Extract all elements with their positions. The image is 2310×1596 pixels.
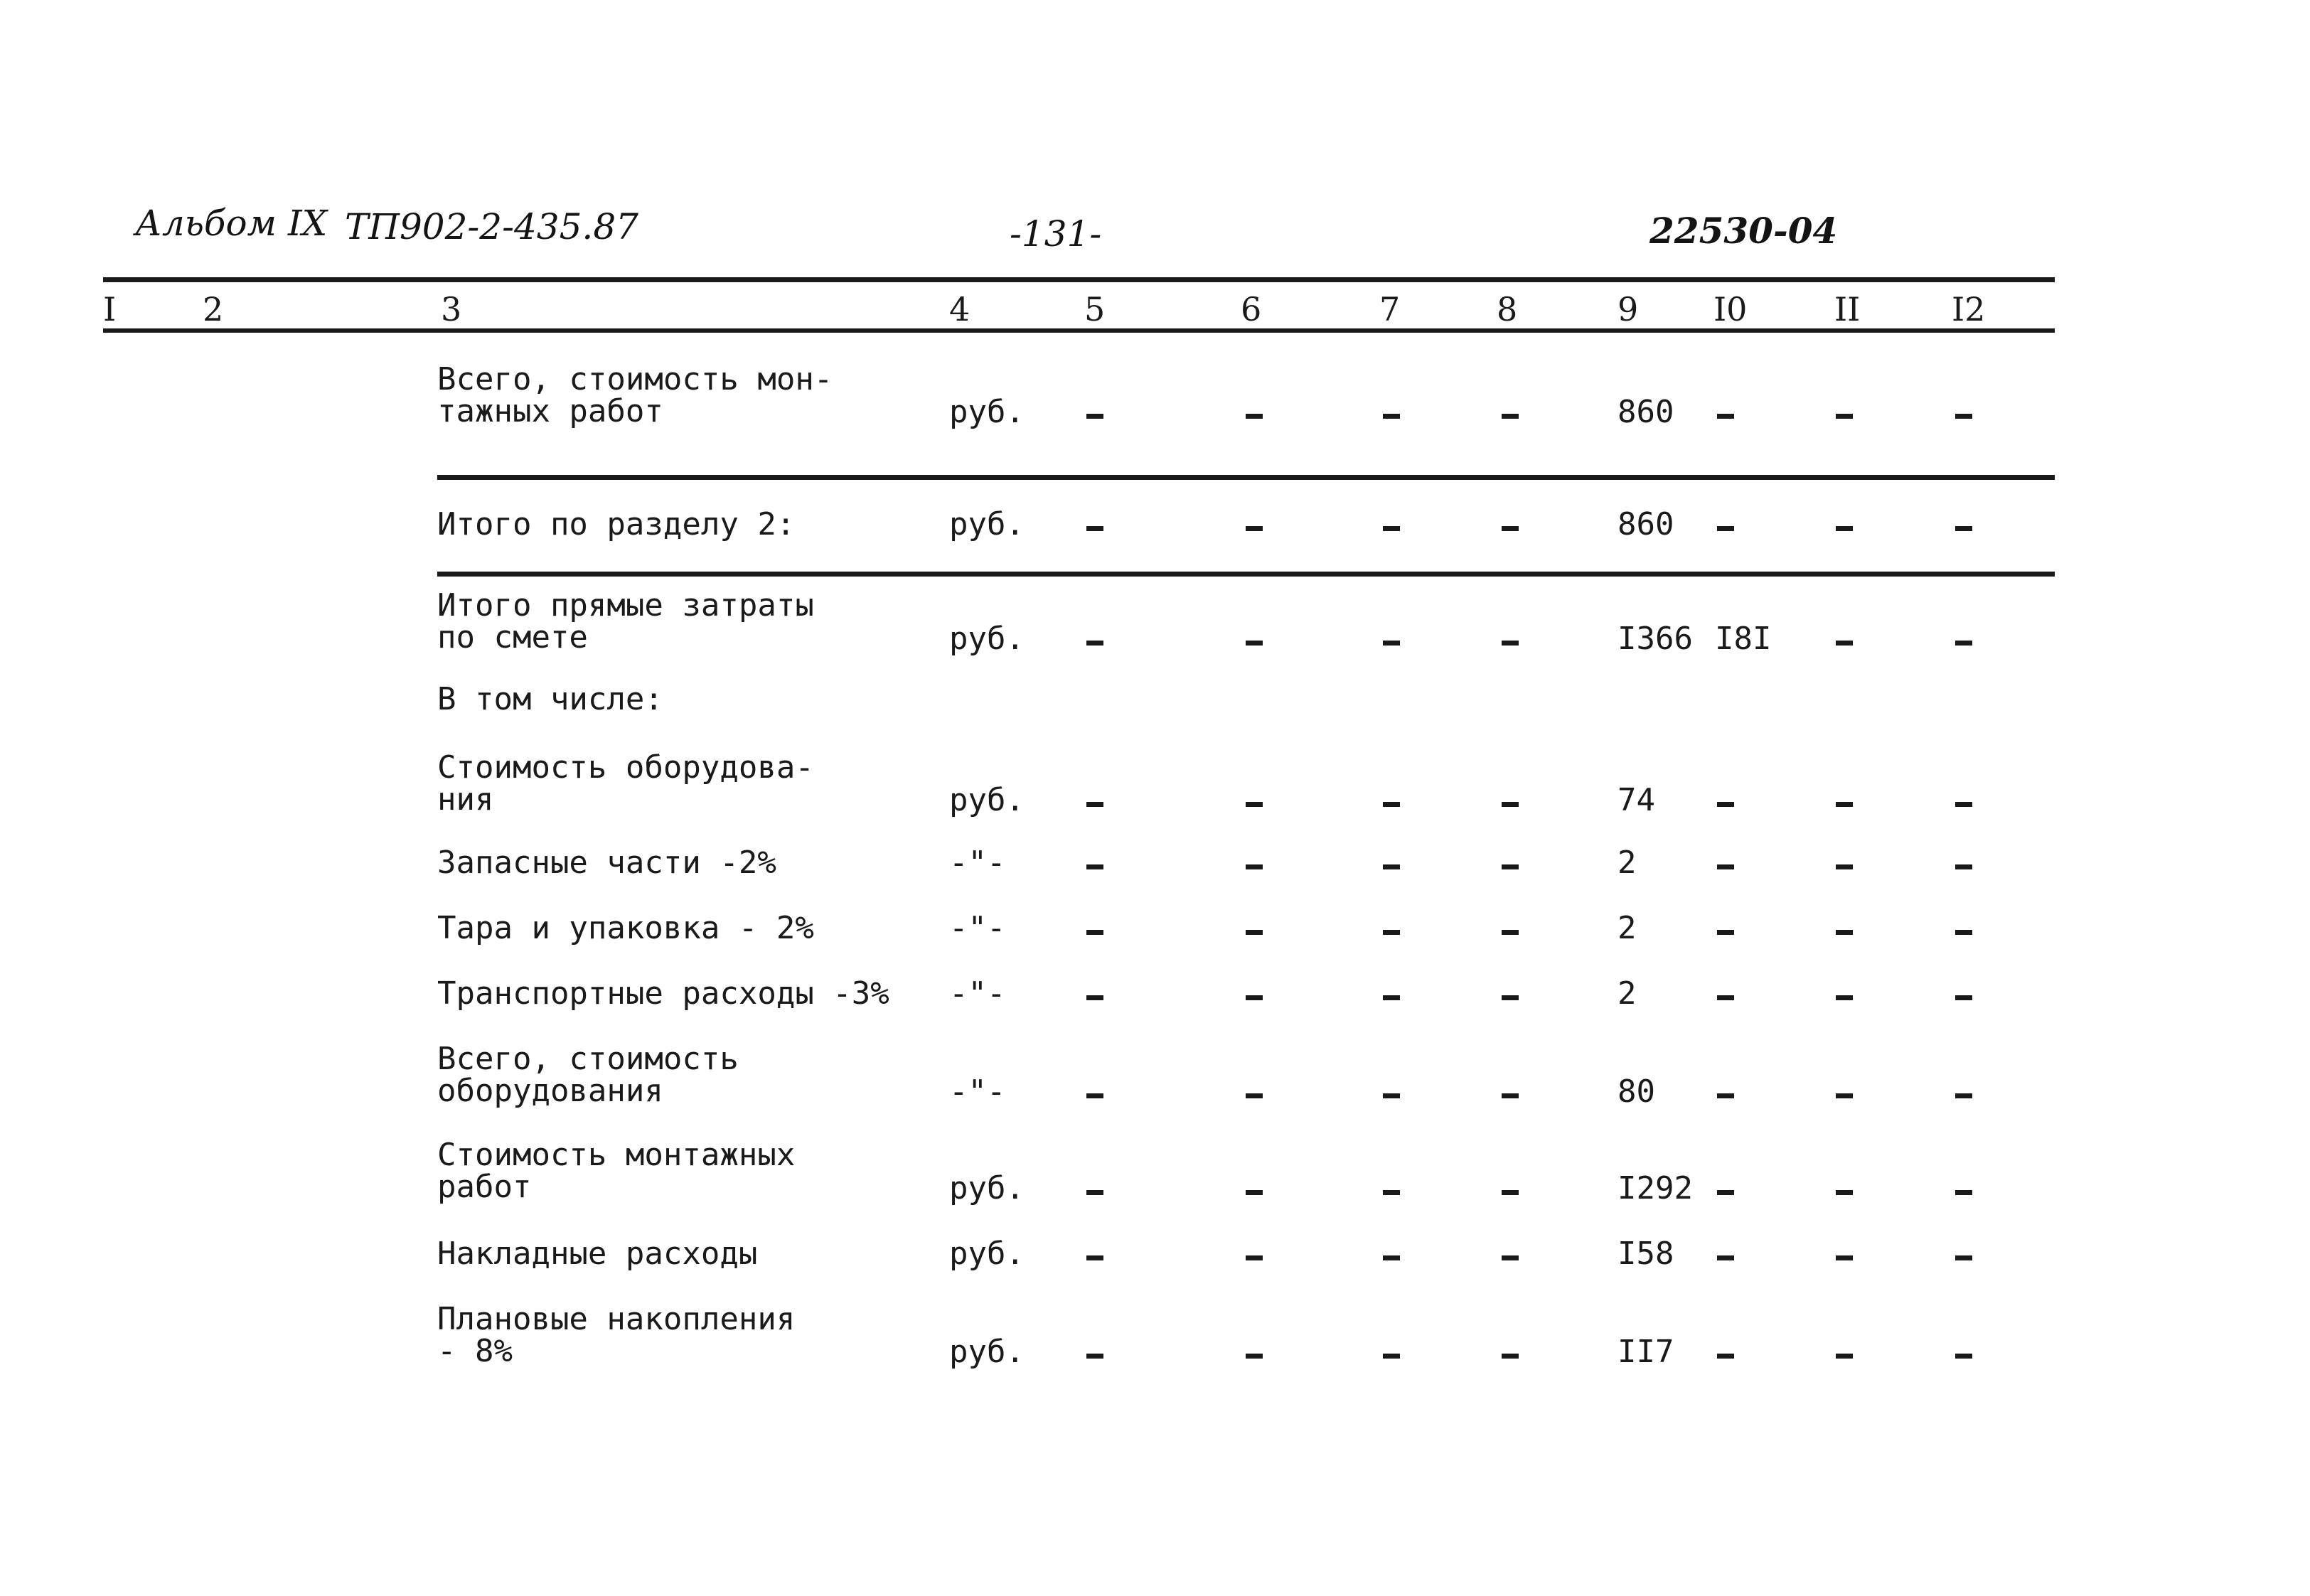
dash-col12 — [1955, 802, 1972, 807]
page-number: -131- — [1010, 213, 1102, 255]
dash-col12 — [1955, 930, 1972, 935]
row-value-col9: 860 — [1617, 506, 1674, 542]
dash-col6 — [1246, 414, 1263, 419]
dash-col8 — [1502, 930, 1519, 935]
column-header-8: 8 — [1497, 290, 1518, 328]
row-label: Плановые накопления — [437, 1301, 796, 1337]
document-code: 22530-04 — [1649, 210, 1838, 252]
dash-col12 — [1955, 414, 1972, 419]
column-header-1: I — [103, 290, 117, 328]
dash-col10 — [1717, 1354, 1734, 1359]
dash-col11 — [1836, 802, 1853, 807]
dash-col5 — [1086, 641, 1103, 646]
dash-col8 — [1502, 641, 1519, 646]
dash-col5 — [1086, 414, 1103, 419]
dash-col11 — [1836, 864, 1853, 869]
dash-col6 — [1246, 1255, 1263, 1260]
dash-col5 — [1086, 864, 1103, 869]
row-value-col9: 80 — [1617, 1073, 1655, 1110]
column-header-3: 3 — [441, 290, 462, 328]
row-unit: -"- — [949, 1073, 1006, 1110]
row-unit: руб. — [949, 394, 1025, 430]
dash-col6 — [1246, 1093, 1263, 1098]
row-value-col9: 2 — [1617, 910, 1637, 946]
dash-col11 — [1836, 1255, 1853, 1260]
dash-col6 — [1246, 930, 1263, 935]
row-value-col9: II7 — [1617, 1334, 1674, 1370]
row-value-col9: I292 — [1617, 1170, 1693, 1206]
row-label: Всего, стоимость мон- — [437, 361, 833, 397]
dash-col11 — [1836, 1190, 1853, 1195]
row-value-col9: 74 — [1617, 782, 1655, 818]
dash-col7 — [1383, 1354, 1400, 1359]
row-label: Транспортные расходы -3% — [437, 975, 889, 1012]
row-value-col9: I58 — [1617, 1236, 1674, 1272]
dash-col6 — [1246, 995, 1263, 1000]
dash-col10 — [1717, 414, 1734, 419]
dash-col11 — [1836, 526, 1853, 531]
dash-col11 — [1836, 1354, 1853, 1359]
dash-col6 — [1246, 802, 1263, 807]
album-label: Альбом IX — [135, 203, 328, 244]
dash-col10 — [1717, 1190, 1734, 1195]
row-label: Стоимость монтажных — [437, 1137, 796, 1173]
column-header-9: 9 — [1617, 290, 1639, 328]
row-label: работ — [437, 1169, 532, 1205]
row-unit: руб. — [949, 1236, 1025, 1272]
section-divider-1 — [437, 475, 2055, 480]
dash-col12 — [1955, 1190, 1972, 1195]
dash-col11 — [1836, 1093, 1853, 1098]
dash-col8 — [1502, 414, 1519, 419]
row-unit: руб. — [949, 1170, 1025, 1206]
row-label: по смете — [437, 619, 588, 655]
dash-col7 — [1383, 526, 1400, 531]
row-value-col9: 860 — [1617, 394, 1674, 430]
row-label: Тара и упаковка - 2% — [437, 910, 814, 946]
row-label: Всего, стоимость — [437, 1041, 739, 1077]
column-header-11: II — [1834, 290, 1861, 328]
row-label: Итого прямые затраты — [437, 587, 814, 623]
row-unit: руб. — [949, 782, 1025, 818]
dash-col11 — [1836, 641, 1853, 646]
dash-col8 — [1502, 1190, 1519, 1195]
row-value-col9: 2 — [1617, 845, 1637, 881]
row-label: Запасные части -2% — [437, 845, 776, 881]
row-label: Стоимость оборудова- — [437, 749, 814, 786]
dash-col6 — [1246, 526, 1263, 531]
row-unit: -"- — [949, 910, 1006, 946]
dash-col11 — [1836, 414, 1853, 419]
dash-col8 — [1502, 526, 1519, 531]
dash-col7 — [1383, 1093, 1400, 1098]
row-label: ния — [437, 781, 494, 818]
dash-col10 — [1717, 930, 1734, 935]
dash-col12 — [1955, 995, 1972, 1000]
dash-col5 — [1086, 802, 1103, 807]
row-label: Итого по разделу 2: — [437, 506, 796, 542]
dash-col8 — [1502, 1093, 1519, 1098]
dash-col12 — [1955, 1255, 1972, 1260]
dash-col5 — [1086, 526, 1103, 531]
dash-col8 — [1502, 1354, 1519, 1359]
dash-col10 — [1717, 802, 1734, 807]
dash-col7 — [1383, 1190, 1400, 1195]
header-top-rule — [103, 277, 2055, 282]
dash-col6 — [1246, 1190, 1263, 1195]
dash-col8 — [1502, 1255, 1519, 1260]
column-header-6: 6 — [1241, 290, 1262, 328]
dash-col5 — [1086, 1093, 1103, 1098]
dash-col7 — [1383, 930, 1400, 935]
row-unit: руб. — [949, 1334, 1025, 1370]
dash-col10 — [1717, 1255, 1734, 1260]
dash-col10 — [1717, 526, 1734, 531]
dash-col11 — [1836, 930, 1853, 935]
dash-col10 — [1717, 995, 1734, 1000]
dash-col6 — [1246, 1354, 1263, 1359]
row-label: - 8% — [437, 1333, 513, 1369]
row-label: Накладные расходы — [437, 1236, 758, 1272]
dash-col7 — [1383, 641, 1400, 646]
dash-col5 — [1086, 1354, 1103, 1359]
column-header-2: 2 — [203, 290, 224, 328]
dash-col6 — [1246, 864, 1263, 869]
row-unit: -"- — [949, 975, 1006, 1012]
row-value-col9: I366 — [1617, 621, 1693, 657]
dash-col12 — [1955, 1354, 1972, 1359]
column-header-7: 7 — [1379, 290, 1401, 328]
dash-col7 — [1383, 802, 1400, 807]
dash-col5 — [1086, 930, 1103, 935]
dash-col10 — [1717, 1093, 1734, 1098]
dash-col8 — [1502, 802, 1519, 807]
row-label: тажных работ — [437, 393, 663, 429]
row-label: оборудования — [437, 1073, 663, 1109]
dash-col8 — [1502, 864, 1519, 869]
row-unit: руб. — [949, 506, 1025, 542]
dash-col7 — [1383, 1255, 1400, 1260]
row-label: В том числе: — [437, 681, 663, 717]
dash-col8 — [1502, 995, 1519, 1000]
dash-col11 — [1836, 995, 1853, 1000]
row-unit: -"- — [949, 845, 1006, 881]
header-bottom-rule — [103, 328, 2055, 333]
column-header-5: 5 — [1084, 290, 1106, 328]
row-unit: руб. — [949, 621, 1025, 657]
project-code: ТП902-2-435.87 — [345, 206, 638, 247]
column-header-4: 4 — [949, 290, 970, 328]
dash-col5 — [1086, 995, 1103, 1000]
dash-col5 — [1086, 1255, 1103, 1260]
dash-col7 — [1383, 864, 1400, 869]
column-header-10: I0 — [1713, 290, 1748, 328]
dash-col12 — [1955, 641, 1972, 646]
dash-col10 — [1717, 864, 1734, 869]
row-value-col9: 2 — [1617, 975, 1637, 1012]
dash-col12 — [1955, 864, 1972, 869]
section-divider-2 — [437, 572, 2055, 577]
dash-col12 — [1955, 526, 1972, 531]
dash-col6 — [1246, 641, 1263, 646]
column-header-12: I2 — [1952, 290, 1986, 328]
row-value-col10: I8I — [1715, 621, 1772, 657]
dash-col5 — [1086, 1190, 1103, 1195]
dash-col12 — [1955, 1093, 1972, 1098]
dash-col7 — [1383, 995, 1400, 1000]
dash-col7 — [1383, 414, 1400, 419]
